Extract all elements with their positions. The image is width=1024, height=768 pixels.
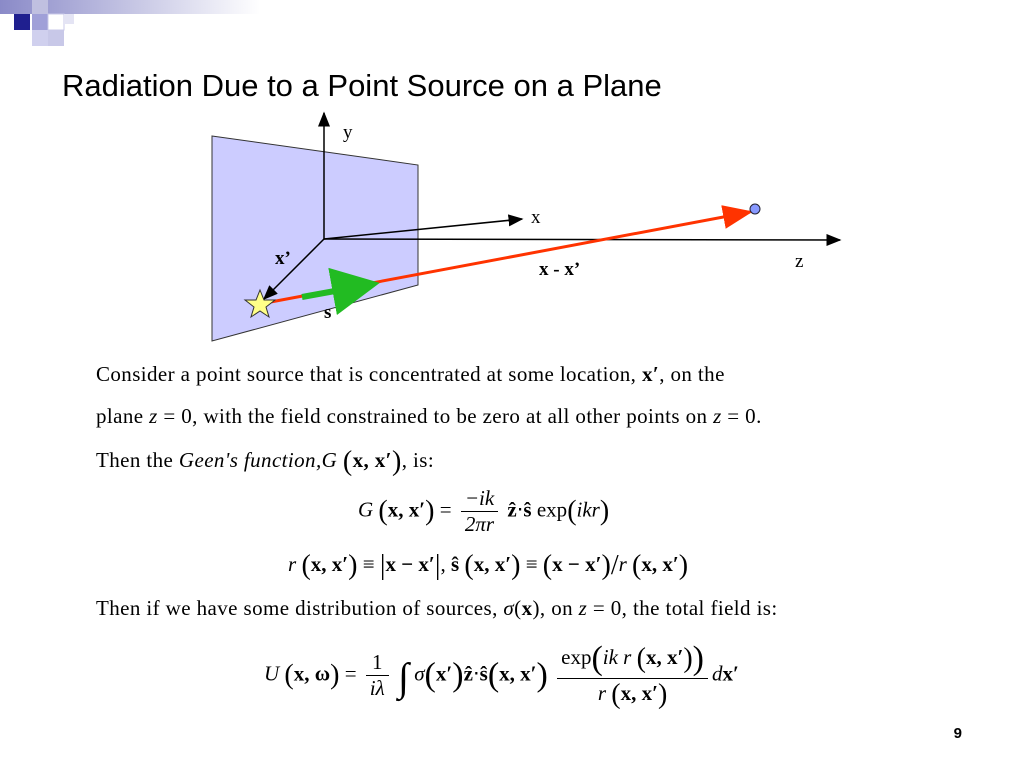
body-line-4-end: = 0, the total field is: <box>587 596 778 620</box>
body-line-4-text: Then if we have some distribution of sources, <box>96 596 504 620</box>
body-line-4-z: z <box>578 596 588 620</box>
observer-point <box>750 204 760 214</box>
body-line-3-italic: Geen's function, <box>178 448 322 472</box>
page-number: 9 <box>953 725 962 742</box>
body-line-3-end: , is: <box>401 448 435 472</box>
s-label: s <box>324 302 332 323</box>
equation-r-and-s-definitions: r (x, x′) ≡ |x − x′|, ŝ (x, x′) ≡ (x − x′)/r (x, x′) <box>288 550 689 581</box>
body-line-1-xprime: x′ <box>641 362 660 386</box>
y-axis-label: y <box>343 122 353 143</box>
body-line-2 <box>96 404 762 429</box>
corner-decoration <box>0 0 260 60</box>
body-line-1 <box>96 362 725 387</box>
x-prime-label: x’ <box>275 248 291 269</box>
body-line-2-z: z <box>149 404 158 428</box>
body-line-3-text: Then the <box>96 448 179 472</box>
body-line-3-G: G <box>321 448 338 472</box>
equation-greens-function: G (x, x′) = $\frac{-ik}{2\pi r}$ ẑ⋅ŝ exp(ikr) <box>358 486 610 536</box>
slide-title: Radiation Due to a Point Source on a Plane <box>62 68 662 103</box>
geometry-diagram <box>200 105 860 345</box>
body-line-4-mid: , on <box>539 596 579 620</box>
body-line-2-z2: z <box>713 404 722 428</box>
body-line-3: Then the Geen's function,G (x, x′), is: <box>96 446 435 477</box>
body-line-2-end: = 0. <box>721 404 762 428</box>
x-axis-label: x <box>531 207 541 228</box>
body-line-1-end: , on the <box>659 362 725 386</box>
body-line-4: Then if we have some distribution of sources, σ(x), on z = 0, the total field is: <box>96 596 778 620</box>
body-line-4-arg: x <box>521 596 533 620</box>
z-axis <box>324 239 840 240</box>
body-line-2-text: plane <box>96 404 150 428</box>
body-line-3-arg: x, x′ <box>352 448 392 472</box>
body-line-1-text: Consider a point source that is concentrated at some location, <box>96 362 642 386</box>
z-axis-label: z <box>795 251 804 272</box>
x-minus-x-prime-label: x - x’ <box>539 259 581 280</box>
equation-total-field: U (x, ω) = $\frac{1}{i\lambda}$ ∫ σ(x′)ẑ⋅ŝ(x, x′) $\frac{\text{exp(ik r (x, x′))}}{r (x, x')}$ dx′ <box>264 640 739 710</box>
body-line-4-sigma: σ <box>503 596 515 620</box>
body-line-2-mid: = 0, with the field constrained to be zero at all other points on <box>157 404 714 428</box>
